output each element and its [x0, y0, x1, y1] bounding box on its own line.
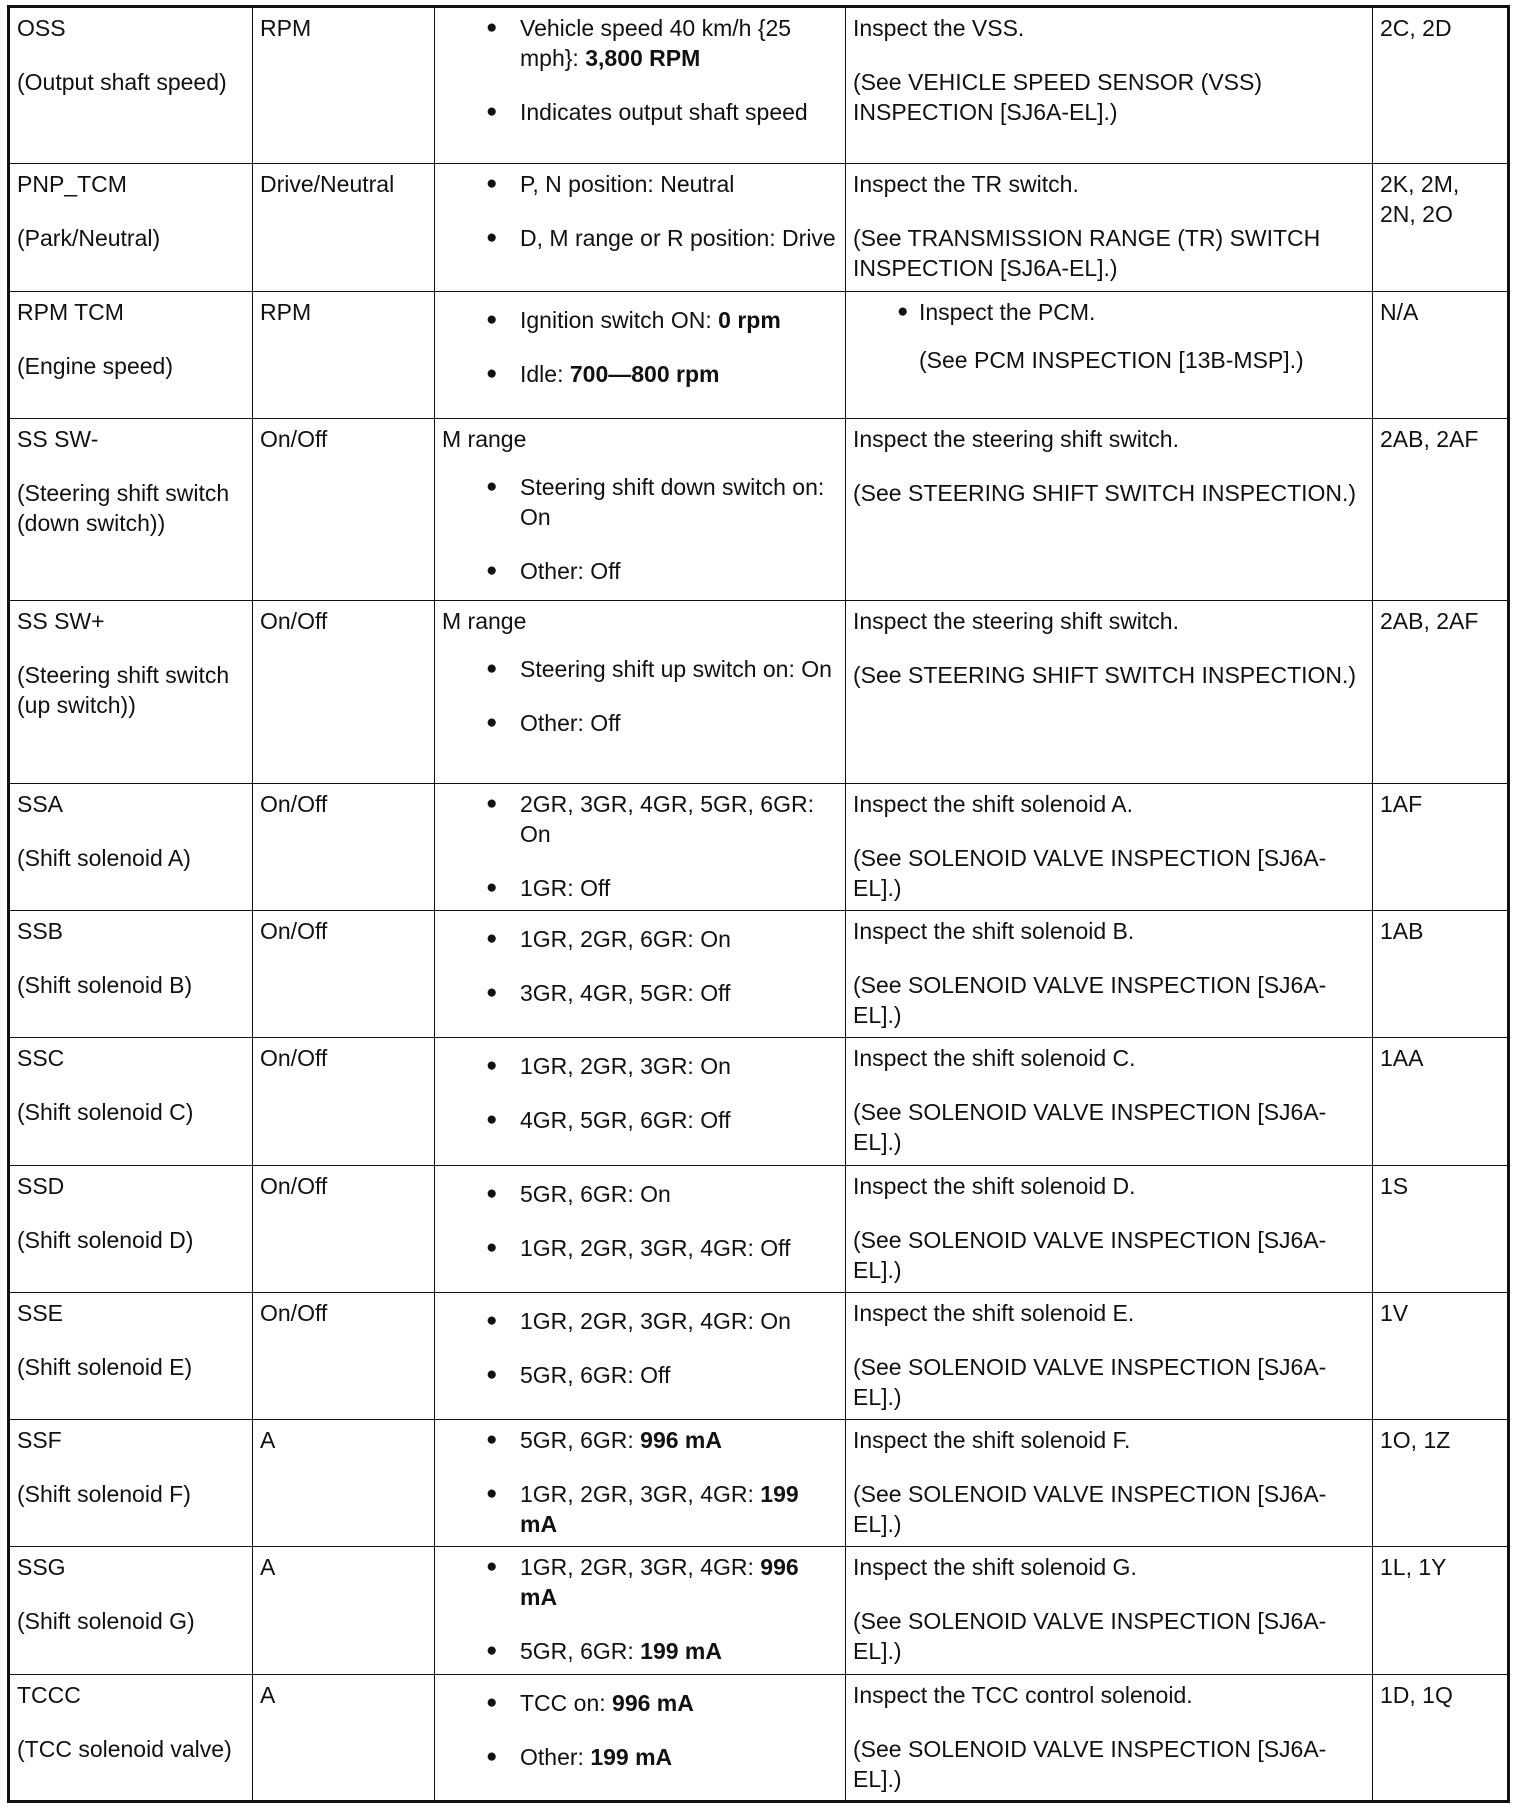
action-reference: (See SOLENOID VALVE INSPECTION [SJ6A-EL].) [853, 1099, 1327, 1156]
action-reference: (See STEERING SHIFT SWITCH INSPECTION.) [853, 479, 1357, 506]
condition-item: ● 4GR, 5GR, 6GR: Off [442, 1105, 838, 1135]
condition-item: ● Steering shift up switch on: On [442, 654, 838, 684]
action-text: Inspect the shift solenoid F. [853, 1427, 1131, 1454]
table-row [9, 1165, 1509, 1292]
pid-name: SSE [17, 1299, 64, 1326]
action-text: Inspect the TR switch. [853, 171, 1079, 198]
terminal-cell: 1V [1373, 1292, 1509, 1419]
table-row [9, 418, 1509, 600]
unit-cell: On/Off [253, 783, 435, 910]
range-title: M range [442, 608, 527, 635]
action-text: Inspect the shift solenoid E. [853, 1299, 1135, 1326]
pid-description: (Shift solenoid E) [17, 1353, 193, 1380]
condition-cell [435, 7, 846, 164]
condition-item: ● 5GR, 6GR: 199 mA [442, 1636, 838, 1666]
table-row [9, 1547, 1509, 1674]
action-reference: (See SOLENOID VALVE INSPECTION [SJ6A-EL].) [853, 844, 1327, 901]
condition-item: ● Steering shift down switch on: On [442, 472, 838, 532]
terminal-cell: 2AB, 2AF [1373, 418, 1509, 600]
condition-cell [435, 418, 846, 600]
pid-name: PNP_TCM [17, 171, 127, 198]
action-cell [846, 1038, 1373, 1165]
pid-cell [9, 783, 253, 910]
pid-cell [9, 418, 253, 600]
pid-cell [9, 1292, 253, 1419]
pid-name: SSC [17, 1045, 65, 1072]
pid-description: (Steering shift switch (up switch)) [17, 662, 230, 719]
pid-description: (Shift solenoid C) [17, 1099, 194, 1126]
pid-name: TCCC [17, 1681, 81, 1708]
condition-item: ● 1GR, 2GR, 3GR: On [442, 1051, 838, 1081]
pid-cell [9, 291, 253, 418]
pid-description: (Engine speed) [17, 352, 173, 379]
condition-item: ● 1GR, 2GR, 3GR, 4GR: 199 mA [442, 1479, 838, 1539]
action-reference: (See PCM INSPECTION [13B-MSP].) [919, 346, 1304, 373]
table-row [9, 1292, 1509, 1419]
action-text: Inspect the VSS. [853, 15, 1025, 41]
terminal-cell: 2K, 2M, 2N, 2O [1373, 164, 1509, 291]
condition-item: ● 2GR, 3GR, 4GR, 5GR, 6GR: On [442, 789, 838, 849]
condition-item: ● P, N position: Neutral [442, 169, 838, 199]
condition-cell [435, 601, 846, 783]
action-cell [846, 418, 1373, 600]
terminal-cell: 1O, 1Z [1373, 1420, 1509, 1547]
action-reference: (See STEERING SHIFT SWITCH INSPECTION.) [853, 662, 1357, 689]
action-reference: (See SOLENOID VALVE INSPECTION [SJ6A-EL].) [853, 1735, 1327, 1792]
condition-cell [435, 1292, 846, 1419]
unit-cell: On/Off [253, 418, 435, 600]
condition-cell [435, 783, 846, 910]
action-reference: (See SOLENOID VALVE INSPECTION [SJ6A-EL].) [853, 1226, 1327, 1283]
action-cell [846, 1674, 1373, 1801]
action-cell [846, 1292, 1373, 1419]
unit-cell: A [253, 1674, 435, 1801]
action-reference: (See VEHICLE SPEED SENSOR (VSS) INSPECTION [SJ6A-EL].) [853, 69, 1263, 125]
pid-cell [9, 7, 253, 164]
action-reference: (See SOLENOID VALVE INSPECTION [SJ6A-EL].) [853, 1481, 1327, 1538]
action-cell [846, 1547, 1373, 1674]
table-row [9, 7, 1509, 164]
pid-cell [9, 164, 253, 291]
unit-cell: On/Off [253, 1165, 435, 1292]
terminal-cell: N/A [1373, 291, 1509, 418]
pid-description: (Output shaft speed) [17, 69, 227, 95]
terminal-cell: 1D, 1Q [1373, 1674, 1509, 1801]
pid-cell [9, 1420, 253, 1547]
unit-cell: On/Off [253, 1292, 435, 1419]
action-text: Inspect the shift solenoid G. [853, 1554, 1137, 1581]
pid-name: SSB [17, 918, 64, 944]
unit-cell: RPM [253, 291, 435, 418]
table-row [9, 291, 1509, 418]
pid-name: SS SW- [17, 425, 99, 452]
range-title: M range [442, 425, 527, 452]
condition-item: ● Other: Off [442, 708, 838, 738]
condition-cell [435, 1674, 846, 1801]
condition-item: ● 5GR, 6GR: Off [442, 1360, 838, 1390]
terminal-cell: 1AA [1373, 1038, 1509, 1165]
unit-cell: On/Off [253, 601, 435, 783]
action-reference: (See SOLENOID VALVE INSPECTION [SJ6A-EL].) [853, 1353, 1327, 1410]
action-reference: (See SOLENOID VALVE INSPECTION [SJ6A-EL].) [853, 1608, 1327, 1665]
condition-item: ● Other: 199 mA [442, 1742, 838, 1772]
terminal-cell: 2C, 2D [1373, 7, 1509, 164]
table-row [9, 1038, 1509, 1165]
terminal-cell: 1AF [1373, 783, 1509, 910]
table-row [9, 164, 1509, 291]
condition-item: ● 1GR, 2GR, 3GR, 4GR: On [442, 1306, 838, 1336]
action-cell [846, 1165, 1373, 1292]
unit-cell: A [253, 1420, 435, 1547]
pid-name: SS SW+ [17, 608, 105, 635]
pid-description: (Park/Neutral) [17, 225, 161, 252]
condition-cell [435, 291, 846, 418]
action-cell [846, 783, 1373, 910]
action-text: Inspect the shift solenoid D. [853, 1172, 1136, 1199]
pid-description: (Shift solenoid B) [17, 972, 193, 998]
unit-cell: On/Off [253, 911, 435, 1038]
pid-description: (Shift solenoid G) [17, 1608, 195, 1635]
condition-item: ● D, M range or R position: Drive [442, 223, 838, 253]
terminal-cell: 1S [1373, 1165, 1509, 1292]
pid-inspection-table [7, 5, 1510, 1803]
table-row [9, 601, 1509, 783]
pid-description: (Shift solenoid A) [17, 844, 191, 871]
action-text: Inspect the shift solenoid C. [853, 1045, 1136, 1072]
pid-cell [9, 1165, 253, 1292]
action-cell [846, 601, 1373, 783]
table-row [9, 911, 1509, 1038]
condition-item: ● Indicates output shaft speed [442, 97, 838, 127]
pid-name: SSA [17, 790, 64, 817]
condition-item: ● Vehicle speed 40 km/h {25 mph}: 3,800 RPM [442, 13, 838, 73]
terminal-cell: 1AB [1373, 911, 1509, 1038]
action-reference: (See TRANSMISSION RANGE (TR) SWITCH INSPECTION [SJ6A-EL].) [853, 225, 1321, 282]
action-cell [846, 7, 1373, 164]
action-text: Inspect the shift solenoid A. [853, 790, 1134, 817]
condition-cell [435, 1420, 846, 1547]
condition-item: ● 5GR, 6GR: 996 mA [442, 1425, 838, 1455]
unit-cell: RPM [253, 7, 435, 164]
pid-name: SSG [17, 1554, 66, 1581]
action-cell [846, 1420, 1373, 1547]
condition-item: ● Other: Off [442, 556, 838, 586]
action-cell [846, 164, 1373, 291]
pid-description: (Shift solenoid D) [17, 1226, 194, 1253]
action-text: Inspect the TCC control solenoid. [853, 1681, 1193, 1708]
condition-item: ● 1GR, 2GR, 6GR: On [442, 924, 838, 954]
pid-name: OSS [17, 15, 66, 41]
condition-item: ● 1GR, 2GR, 3GR, 4GR: Off [442, 1233, 838, 1263]
condition-cell [435, 1038, 846, 1165]
pid-name: SSF [17, 1427, 62, 1454]
pid-name: RPM TCM [17, 298, 124, 325]
pid-name: SSD [17, 1172, 65, 1199]
condition-cell [435, 164, 846, 291]
table-row [9, 1420, 1509, 1547]
action-text: Inspect the steering shift switch. [853, 425, 1179, 452]
pid-cell [9, 1038, 253, 1165]
condition-item: ● 1GR: Off [442, 873, 838, 903]
unit-cell: On/Off [253, 1038, 435, 1165]
condition-item: ● TCC on: 996 mA [442, 1688, 838, 1718]
condition-item: ● 1GR, 2GR, 3GR, 4GR: 996 mA [442, 1552, 838, 1612]
action-reference: (See SOLENOID VALVE INSPECTION [SJ6A-EL].) [853, 972, 1327, 1028]
pid-cell [9, 1547, 253, 1674]
terminal-cell: 1L, 1Y [1373, 1547, 1509, 1674]
pid-description: (Steering shift switch (down switch)) [17, 479, 230, 536]
condition-cell [435, 1165, 846, 1292]
action-cell [846, 291, 1373, 418]
condition-item: ● Idle: 700—800 rpm [442, 359, 838, 389]
action-cell [846, 911, 1373, 1038]
action-text: Inspect the shift solenoid B. [853, 918, 1135, 944]
unit-cell: Drive/Neutral [253, 164, 435, 291]
condition-item: ● 3GR, 4GR, 5GR: Off [442, 978, 838, 1008]
condition-item: ● Ignition switch ON: 0 rpm [442, 305, 838, 335]
table-row [9, 1674, 1509, 1801]
condition-cell [435, 911, 846, 1038]
action-text: Inspect the steering shift switch. [853, 608, 1179, 635]
pid-cell [9, 601, 253, 783]
condition-cell [435, 1547, 846, 1674]
pid-description: (Shift solenoid F) [17, 1481, 191, 1508]
unit-cell: A [253, 1547, 435, 1674]
pid-cell [9, 911, 253, 1038]
terminal-cell: 2AB, 2AF [1373, 601, 1509, 783]
pid-cell [9, 1674, 253, 1801]
table-row [9, 783, 1509, 910]
action-text: ● Inspect the PCM. [853, 297, 1365, 327]
pid-description: (TCC solenoid valve) [17, 1735, 232, 1762]
condition-item: ● 5GR, 6GR: On [442, 1179, 838, 1209]
